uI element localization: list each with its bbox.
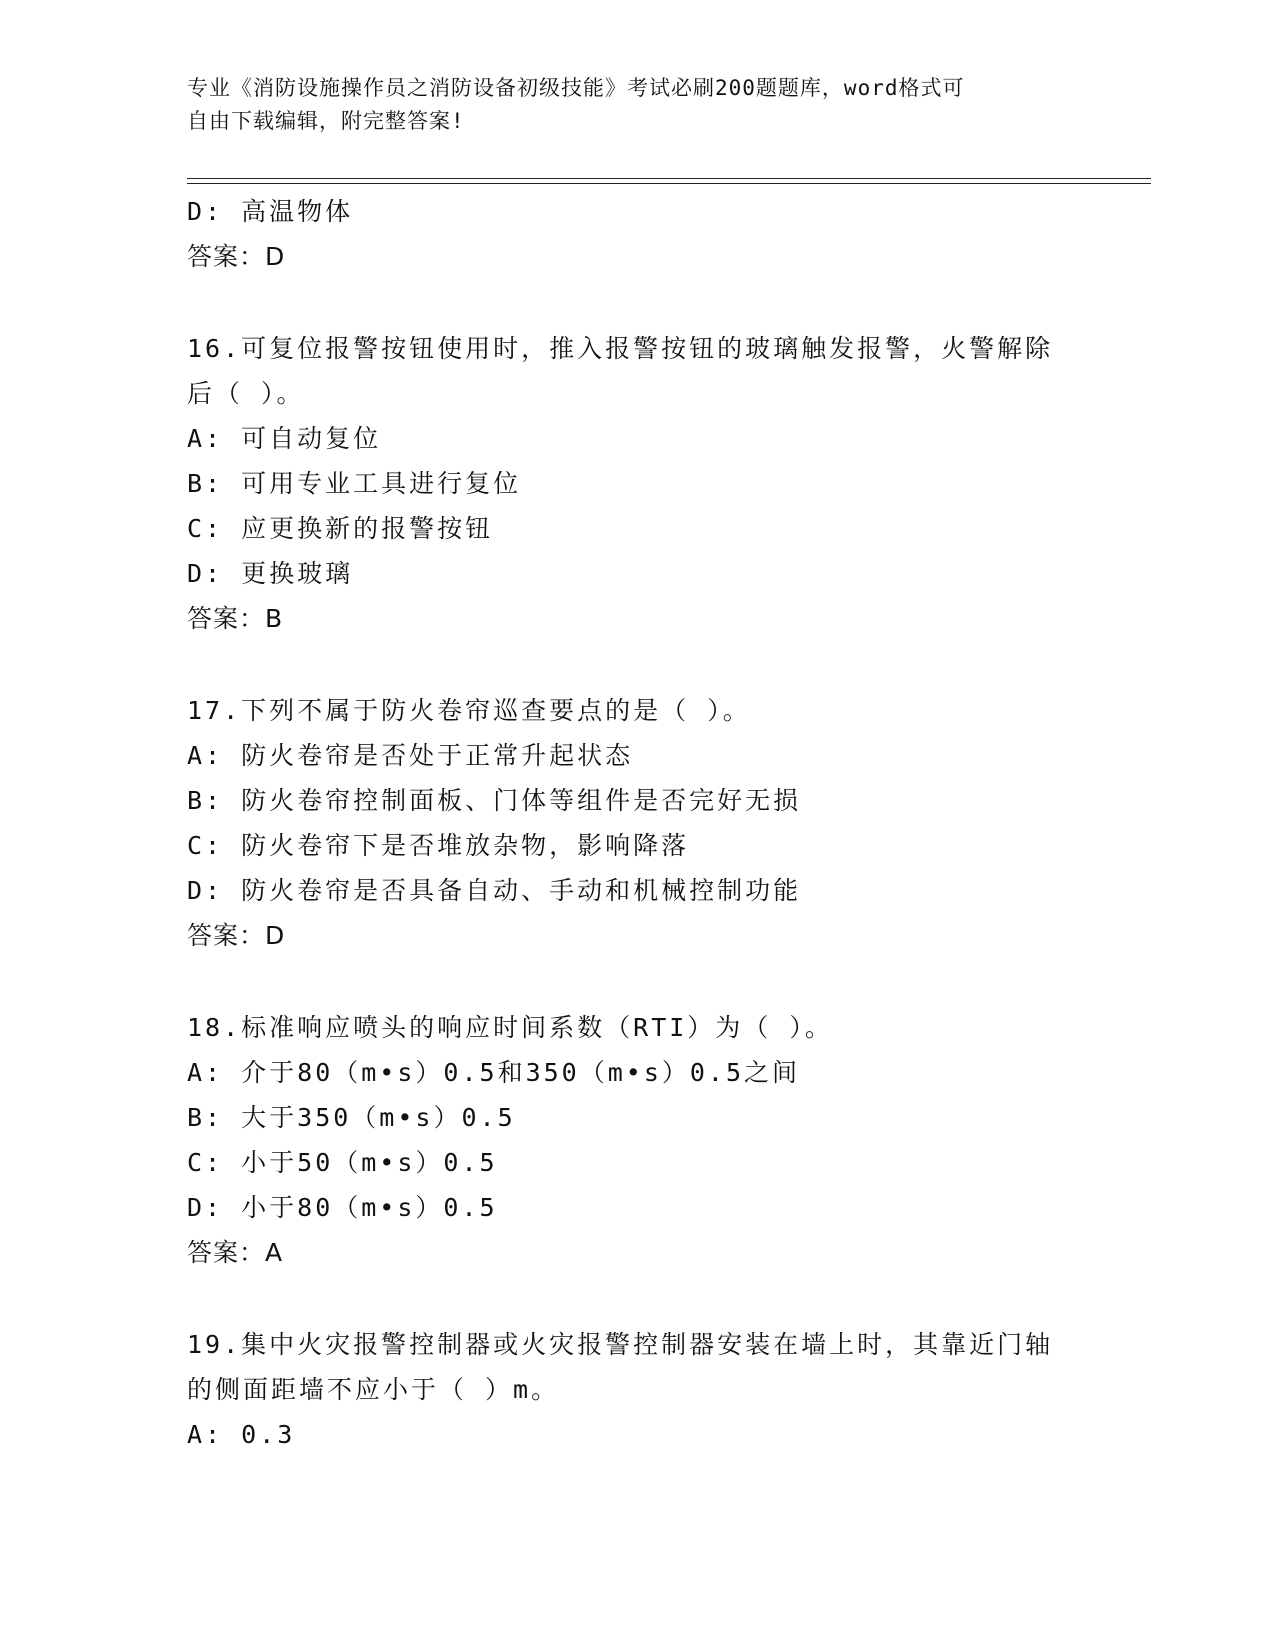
question-stem bbox=[187, 1322, 1087, 1412]
answer-line: 答案：D bbox=[187, 242, 286, 271]
question-17 bbox=[187, 688, 1087, 958]
option-a: A: 防火卷帘是否处于正常升起状态 bbox=[187, 741, 634, 770]
question-stem-line-2: 的侧面距墙不应小于（ ）m。 bbox=[187, 1375, 560, 1404]
question-16 bbox=[187, 326, 1087, 641]
spacer bbox=[187, 279, 1087, 326]
spacer bbox=[187, 641, 1087, 688]
option-d: D: 更换玻璃 bbox=[187, 559, 354, 588]
option-c: C: 防火卷帘下是否堆放杂物，影响降落 bbox=[187, 831, 690, 860]
answer-line: 答案：A bbox=[187, 1238, 284, 1267]
question-stem-line-2: 后（ ）。 bbox=[187, 379, 305, 408]
question-stem-line-1: 17.下列不属于防火卷帘巡查要点的是（ ）。 bbox=[187, 696, 751, 725]
header-rule-top bbox=[187, 178, 1151, 179]
header-line-1: 专业《消防设施操作员之消防设备初级技能》考试必刷200题题库，word格式可 bbox=[187, 76, 965, 100]
question-stem-line-1: 16.可复位报警按钮使用时，推入报警按钮的玻璃触发报警，火警解除 bbox=[187, 334, 1054, 363]
option-b: B: 防火卷帘控制面板、门体等组件是否完好无损 bbox=[187, 786, 802, 815]
question-list bbox=[187, 189, 1087, 1457]
question-18 bbox=[187, 1005, 1087, 1275]
option-d: D: 防火卷帘是否具备自动、手动和机械控制功能 bbox=[187, 876, 802, 905]
option-b: B: 大于350（m•s）0.5 bbox=[187, 1103, 516, 1132]
option-d: D: 高温物体 bbox=[187, 197, 354, 226]
header-line-2: 自由下载编辑，附完整答案! bbox=[187, 109, 465, 133]
option-c: C: 应更换新的报警按钮 bbox=[187, 514, 494, 543]
answer-line: 答案：B bbox=[187, 604, 284, 633]
question-stem bbox=[187, 326, 1087, 416]
option-a: A: 0.3 bbox=[187, 1420, 296, 1449]
header-rule-bottom bbox=[187, 183, 1151, 184]
document-header bbox=[187, 72, 1067, 138]
option-c: C: 小于50（m•s）0.5 bbox=[187, 1148, 498, 1177]
spacer bbox=[187, 1275, 1087, 1322]
option-d: D: 小于80（m•s）0.5 bbox=[187, 1193, 498, 1222]
question-19 bbox=[187, 1322, 1087, 1457]
question-stem bbox=[187, 688, 1087, 733]
question-stem bbox=[187, 1005, 1087, 1050]
option-b: B: 可用专业工具进行复位 bbox=[187, 469, 522, 498]
option-a: A: 可自动复位 bbox=[187, 424, 382, 453]
option-a: A: 介于80（m•s）0.5和350（m•s）0.5之间 bbox=[187, 1058, 801, 1087]
question-stem-line-1: 19.集中火灾报警控制器或火灾报警控制器安装在墙上时，其靠近门轴 bbox=[187, 1330, 1054, 1359]
question-15-tail bbox=[187, 189, 1087, 279]
answer-line: 答案：D bbox=[187, 921, 286, 950]
question-stem-line-1: 18.标准响应喷头的响应时间系数（RTI）为（ ）。 bbox=[187, 1013, 833, 1042]
spacer bbox=[187, 958, 1087, 1005]
